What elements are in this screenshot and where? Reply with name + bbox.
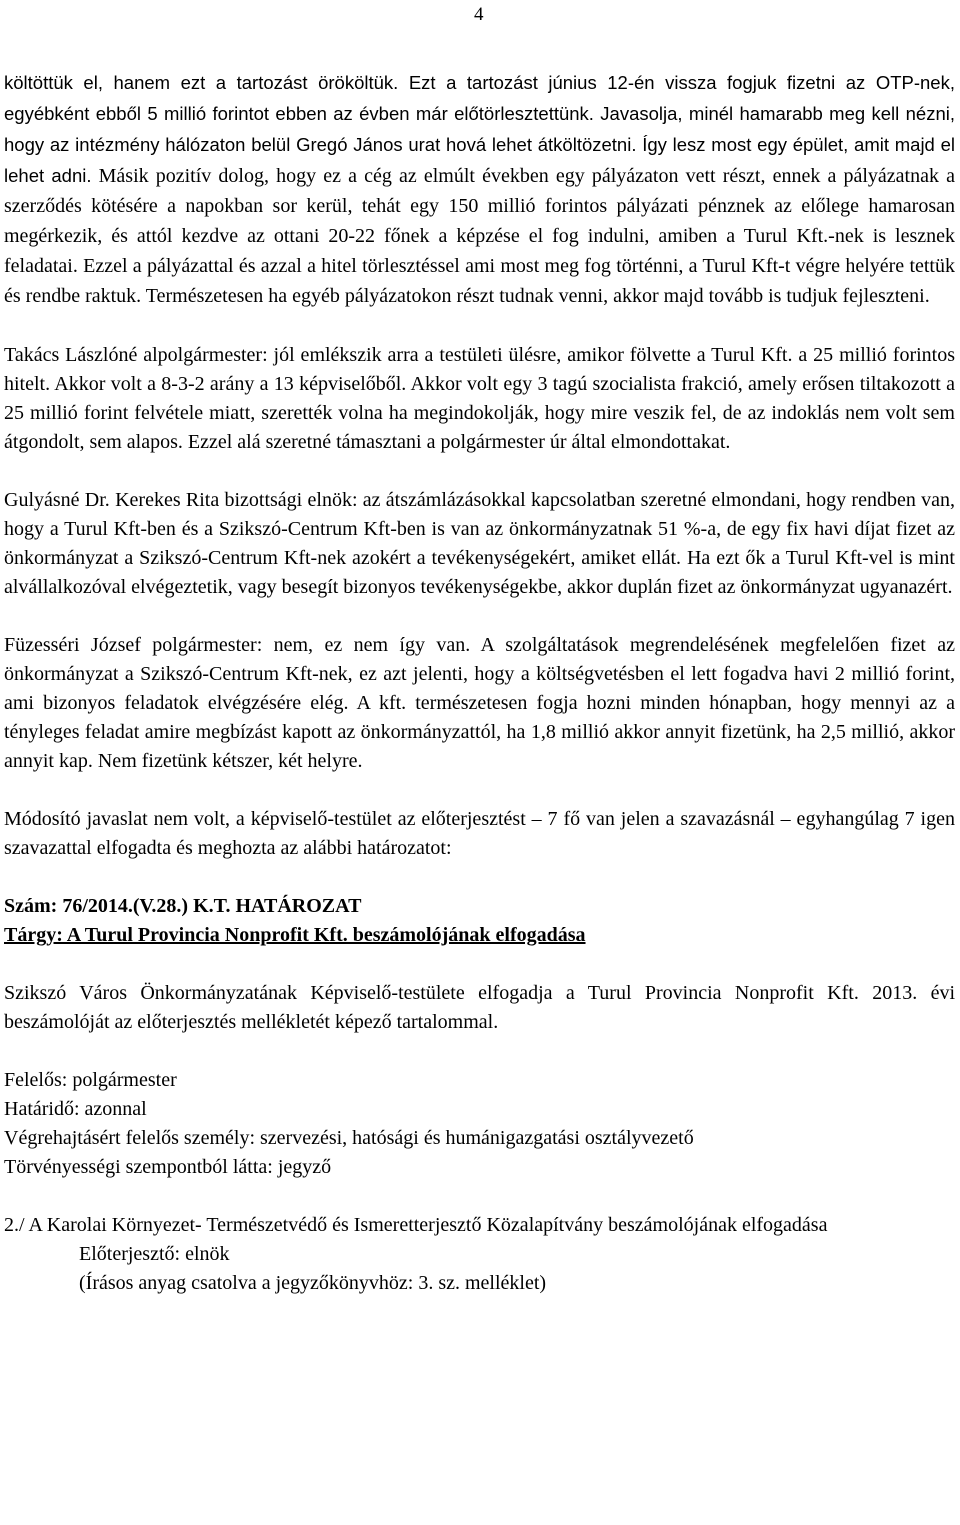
agenda-item-title: 2./ A Karolai Környezet- Természetvédő és Ismeretterjesztő Közalapítvány beszámolójának elfogadása (4, 1214, 828, 1236)
paragraph-deputy-mayor: Takács Lászlóné alpolgármester: jól emlékszik arra a testületi ülésre, amikor fölvette a Turul Kft. a 25 millió forintos hitelt. Akkor volt a 8-3-2 arány a 13 képviselőből. Akkor volt egy 3 tagú szocialista frakció, amely erősen tiltakozott a 25 millió forint felvétele miatt, szerették volna ha megindokolják, hogy mire veszik fel, de az indoklás nem volt sem átgondolt, sem alapos. Ezzel alá szeretné támasztani a polgármester úr által elmondottakat. (4, 344, 955, 453)
agenda-item-presenter: Előterjesztő: elnök (79, 1243, 230, 1265)
paragraph-mayor-reply: Füzesséri József polgármester: nem, ez nem így van. A szolgáltatások megrendelésének megfelelően fizet az önkormányzat a Szikszó-Centrum Kft-nek, ez azt jelenti, hogy a költségvetésben el lett fogadva havi 2 millió forint, ami bizonyos feladatok elvégzésére elég. A kft. természetesen fogja hozni minden hónapban, hogy mennyi az a tényleges feladat amire megbízást kapott az önkormányzattól, ha 1,8 millió akkor annyit fizetünk, ha 2,5 millió, akkor annyit kap. Nem fizetünk kétszer, két helyre. (4, 634, 955, 772)
paragraph-committee-chair: Gulyásné Dr. Kerekes Rita bizottsági elnök: az átszámlázásokkal kapcsolatban szeretné elmondani, hogy rendben van, hogy a Turul Kft-ben és a Szikszó-Centrum Kft-ben is van az önkormányzatnak 51 %-a, de egy fix havi díjat fizet az önkormányzat a Szikszó-Centrum Kft-nek azokért a tevékenységekért, amiket ellát. Ha ezt ők a Turul Kft-vel is mint alvállalkozóval elvégeztetik, vagy besegít bizonyos tevékenységekbe, akkor duplán fizet az önkormányzat ugyanazért. (4, 489, 955, 598)
resolution-body: Szikszó Város Önkormányzatának Képviselő-testülete elfogadja a Turul Provincia Nonprofit Kft. 2013. évi beszámolóját az előterjesztés mellékletét képező tartalommal. (4, 982, 955, 1033)
document-body (4, 68, 955, 1298)
paragraph-mayor-continued (4, 68, 955, 312)
resolution-responsible: Felelős: polgármester (4, 1069, 177, 1091)
paragraph-part-sans: költöttük el, hanem ezt a tartozást örököltük. Ezt a tartozást június 12-én vissza fogjuk fizetni az OTP-nek, egyébként ebből 5 millió forintot ebben az évben már előtörlesztettünk. Javasolja, minél hamarabb meg kell nézni, hogy az intézmény hálózaton belül Gregó János urat hová lehet átköltözetni. Így lesz most egy épület, amit majd el lehet adni. (4, 72, 955, 186)
resolution-subject: Tárgy: A Turul Provincia Nonprofit Kft. beszámolójának elfogadása (4, 924, 586, 946)
paragraph-part-serif: Másik pozitív dolog, hogy ez a cég az elmúlt években egy pályázaton vett részt, ennek a pályázatnak a szerződés kötésére a napokban sor kerül, tehát egy 150 millió forintos pályázati pénznek az előlege hamarosan megérkezik, és attól kezdve az ottani 20-22 főnek a képzése el fog indulni, amiben a Turul Kft.-nek is lesznek feladatai. Ezzel a pályázattal és azzal a hitel törlesztéssel ami most meg fog történni, a Turul Kft-t végre helyére tettük és rendbe raktuk. Természetesen ha egyéb pályázatokon részt tudnak venni, akkor majd tovább is tudjuk fejleszteni. (4, 165, 955, 307)
page-number: 4 (474, 4, 484, 25)
agenda-item-attachment: (Írásos anyag csatolva a jegyzőkönyvhöz: 3. sz. melléklet) (79, 1272, 547, 1294)
resolution-deadline: Határidő: azonnal (4, 1098, 147, 1120)
resolution-executor: Végrehajtásért felelős személy: szervezési, hatósági és humánigazgatási osztályvezető (4, 1127, 694, 1149)
resolution-legality: Törvényességi szempontból látta: jegyző (4, 1156, 332, 1178)
paragraph-vote: Módosító javaslat nem volt, a képviselő-testület az előterjesztést – 7 fő van jelen a szavazásnál – egyhangúlag 7 igen szavazattal elfogadta és meghozta az alábbi határozatot: (4, 808, 955, 859)
resolution-number: Szám: 76/2014.(V.28.) K.T. HATÁROZAT (4, 895, 362, 917)
